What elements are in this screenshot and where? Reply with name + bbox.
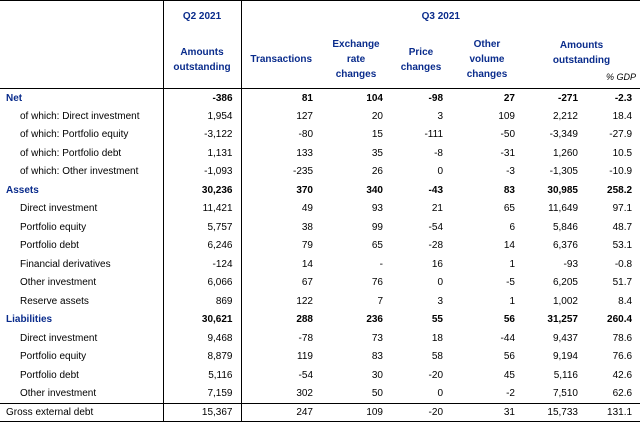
table-row	[0, 181, 640, 200]
row-label: Net	[6, 92, 23, 104]
table-row	[0, 255, 640, 274]
value-cell: 133	[241, 144, 321, 163]
value-cell: 6	[509, 221, 515, 233]
row-label: Financial derivatives	[20, 258, 111, 270]
period-q2-header: Q2 2021	[163, 1, 241, 32]
value-cell: -2	[506, 388, 515, 399]
table-row	[0, 403, 640, 422]
value-cell: 1	[509, 258, 515, 270]
value-cell: 79	[241, 237, 321, 256]
value-cell: 5,846	[552, 221, 578, 233]
row-label: Direct investment	[20, 203, 98, 215]
value-cell: 58	[431, 351, 443, 363]
header-line: rate	[346, 54, 366, 65]
header-line: changes	[400, 61, 442, 73]
value-cell: 48.7	[612, 221, 633, 233]
value-cell: 127	[241, 107, 321, 126]
value-cell: 15	[371, 129, 383, 141]
value-cell: 76.6	[612, 351, 633, 363]
value-cell: -235	[241, 163, 321, 182]
row-label: Reserve assets	[20, 295, 89, 307]
value-cell: 14	[503, 240, 515, 252]
value-cell: 131.1	[586, 403, 640, 422]
value-cell: 73	[371, 332, 383, 344]
value-cell: 38	[241, 218, 321, 237]
value-cell: 49	[241, 200, 321, 219]
value-cell: 11,649	[548, 203, 578, 215]
value-cell: -43	[428, 184, 443, 196]
value-cell: 27	[503, 92, 515, 104]
price-changes-header	[391, 31, 451, 89]
value-cell: 340	[366, 184, 383, 196]
value-cell: -124	[163, 255, 241, 274]
value-cell: -28	[428, 240, 443, 252]
header-line: Exchange	[332, 39, 380, 50]
value-cell: 53.1	[612, 240, 633, 252]
value-cell: 1,131	[163, 144, 241, 163]
value-cell: -27.9	[609, 129, 633, 141]
header-line: changes	[335, 69, 377, 80]
value-cell: 62.6	[612, 388, 633, 399]
value-cell: -8	[434, 147, 443, 159]
value-cell: 31,257	[547, 314, 578, 326]
table-row	[0, 348, 640, 367]
table-row	[0, 292, 640, 311]
transactions-header	[241, 31, 321, 89]
value-cell: 30	[371, 369, 383, 381]
value-cell: -10.9	[609, 166, 633, 178]
table-row	[0, 311, 640, 330]
table-row	[0, 218, 640, 237]
value-cell: 15,367	[163, 403, 241, 422]
table-row	[0, 126, 640, 145]
row-label: Portfolio debt	[20, 240, 79, 252]
value-cell: -	[379, 258, 383, 270]
value-cell: 0	[437, 388, 443, 399]
value-cell: 6,246	[163, 237, 241, 256]
exchange-rate-changes-header	[321, 31, 391, 89]
value-cell: 14	[241, 255, 321, 274]
row-label: of which: Portfolio equity	[20, 129, 129, 141]
value-cell: 30,621	[163, 311, 241, 330]
row-label: Other investment	[20, 388, 97, 399]
value-cell: 3	[437, 110, 443, 122]
value-cell: 1,260	[552, 147, 578, 159]
value-cell: 7,510	[552, 388, 578, 399]
value-cell: -5	[506, 277, 515, 289]
value-cell: 30,236	[163, 181, 241, 200]
value-cell: 56	[503, 351, 515, 363]
value-cell: 11,421	[163, 200, 241, 219]
value-cell: 109	[321, 403, 391, 422]
row-label: of which: Portfolio debt	[20, 147, 122, 159]
column-header-row	[0, 31, 640, 89]
value-cell: 93	[371, 203, 383, 215]
value-cell: -78	[241, 329, 321, 348]
value-cell: 1	[509, 295, 515, 307]
value-cell: 1,002	[552, 295, 578, 307]
row-label: of which: Direct investment	[20, 110, 140, 122]
table-row	[0, 329, 640, 348]
table-row	[0, 107, 640, 126]
pct-gdp-label: % GDP	[606, 72, 637, 82]
header-line: volume	[469, 54, 505, 65]
corner-cell	[0, 1, 163, 32]
header-line: changes	[466, 69, 508, 80]
table-row	[0, 200, 640, 219]
value-cell: 9,194	[552, 351, 578, 363]
value-cell: 5,116	[163, 366, 241, 385]
value-cell: 3	[437, 295, 443, 307]
table-row	[0, 237, 640, 256]
header-line: outstanding	[552, 54, 611, 66]
value-cell: 26	[371, 166, 383, 178]
table-body	[0, 89, 640, 422]
value-cell: 236	[366, 314, 383, 326]
row-label: Direct investment	[20, 332, 98, 344]
table-row	[0, 163, 640, 182]
row-label: of which: Other investment	[20, 166, 139, 178]
value-cell: 76	[371, 277, 383, 289]
value-cell: 21	[431, 203, 443, 215]
value-cell: -98	[428, 92, 443, 104]
row-label: Portfolio debt	[20, 369, 79, 381]
value-cell: 35	[371, 147, 383, 159]
value-cell: 6,205	[552, 277, 578, 289]
value-cell: -20	[428, 369, 443, 381]
value-cell: 302	[241, 385, 321, 404]
header-line: Price	[408, 46, 434, 58]
value-cell: 30,985	[547, 184, 578, 196]
value-cell: 7,159	[163, 385, 241, 404]
row-label: Portfolio equity	[20, 351, 87, 363]
value-cell: 0	[437, 277, 443, 289]
value-cell: 20	[371, 110, 383, 122]
value-cell: 55	[431, 314, 443, 326]
table-row	[0, 366, 640, 385]
value-cell: 8,879	[163, 348, 241, 367]
header-line: Amounts	[180, 46, 224, 58]
value-cell: 97.1	[612, 203, 633, 215]
value-cell: 119	[241, 348, 321, 367]
value-cell: 50	[371, 388, 383, 399]
value-cell: 67	[241, 274, 321, 293]
row-label: Assets	[6, 184, 39, 196]
value-cell: -1,305	[549, 166, 578, 178]
header-line: Transactions	[250, 54, 313, 65]
value-cell: 258.2	[607, 184, 633, 196]
value-cell: 869	[163, 292, 241, 311]
value-cell: -80	[241, 126, 321, 145]
value-cell: 370	[241, 181, 321, 200]
value-cell: 83	[503, 184, 515, 196]
header-line: Amounts	[559, 39, 604, 51]
value-cell: 5,757	[163, 218, 241, 237]
value-cell: 288	[241, 311, 321, 330]
value-cell: -3	[506, 166, 515, 178]
value-cell: -54	[241, 366, 321, 385]
value-cell: 16	[431, 258, 443, 270]
value-cell: 51.7	[612, 277, 633, 289]
value-cell: 0	[437, 166, 443, 178]
value-cell: -271	[557, 92, 578, 104]
header-line: outstanding	[173, 61, 231, 73]
value-cell: 7	[377, 295, 383, 307]
value-cell: 42.6	[612, 369, 633, 381]
value-cell: 247	[241, 403, 321, 422]
value-cell: 18	[431, 332, 443, 344]
value-cell: -3,349	[549, 129, 578, 141]
value-cell: 2,212	[552, 110, 578, 122]
value-cell: 5,116	[553, 369, 578, 381]
value-cell: -1,093	[163, 163, 241, 182]
value-cell: 31	[451, 403, 523, 422]
value-cell: 81	[241, 89, 321, 108]
value-cell: 6,376	[552, 240, 578, 252]
value-cell: 65	[371, 240, 383, 252]
value-cell: -93	[563, 258, 578, 270]
value-cell: 260.4	[607, 314, 633, 326]
other-volume-changes-header	[451, 31, 523, 89]
amounts-outstanding-q2-header	[163, 31, 241, 89]
value-cell: -111	[424, 129, 443, 141]
row-label: Gross external debt	[0, 403, 163, 422]
value-cell: 56	[503, 314, 515, 326]
value-cell: 104	[366, 92, 383, 104]
table-row	[0, 89, 640, 108]
value-cell: -3,122	[163, 126, 241, 145]
value-cell: 8.4	[618, 295, 633, 307]
value-cell: 6,066	[163, 274, 241, 293]
value-cell: 122	[241, 292, 321, 311]
value-cell: 78.6	[612, 332, 633, 344]
amounts-outstanding-q3-header	[523, 31, 640, 89]
table-row	[0, 274, 640, 293]
value-cell: -44	[500, 332, 515, 344]
row-label-header	[0, 31, 163, 89]
value-cell: 65	[503, 203, 515, 215]
value-cell: 109	[498, 110, 515, 122]
value-cell: 18.4	[612, 110, 633, 122]
value-cell: -54	[428, 221, 443, 233]
period-header-row	[0, 1, 640, 32]
row-label: Liabilities	[6, 314, 53, 326]
table-row	[0, 385, 640, 404]
value-cell: -2.3	[614, 92, 633, 104]
value-cell: 83	[371, 351, 383, 363]
value-cell: 9,468	[163, 329, 241, 348]
period-q3-header: Q3 2021	[241, 1, 640, 32]
row-label: Portfolio equity	[20, 221, 87, 233]
value-cell: -0.8	[614, 258, 633, 270]
header-line: Other	[473, 39, 501, 50]
value-cell: 10.5	[612, 147, 633, 159]
value-cell: -20	[391, 403, 451, 422]
value-cell: 15,733	[523, 403, 586, 422]
value-cell: 45	[503, 369, 515, 381]
value-cell: 99	[371, 221, 383, 233]
value-cell: -31	[500, 147, 515, 159]
value-cell: -50	[500, 129, 515, 141]
value-cell: -386	[163, 89, 241, 108]
value-cell: 1,954	[163, 107, 241, 126]
row-label: Other investment	[20, 277, 97, 289]
value-cell: 9,437	[552, 332, 578, 344]
table-row	[0, 144, 640, 163]
